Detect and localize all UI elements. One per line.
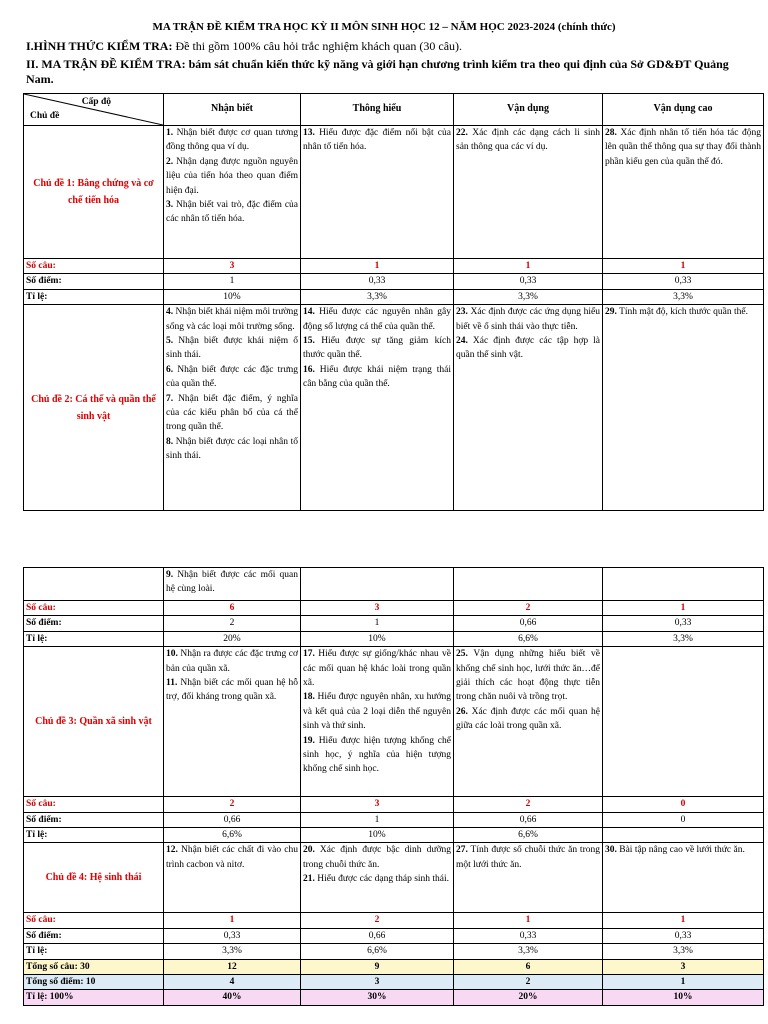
topic-2-nhan-biet bbox=[164, 305, 301, 511]
summary-value: 20% bbox=[454, 990, 603, 1005]
objective-item bbox=[456, 305, 600, 334]
objective-number: 18. bbox=[303, 692, 315, 703]
objective-number: 8. bbox=[166, 436, 174, 447]
empty-cell bbox=[454, 568, 603, 601]
objective-item bbox=[166, 843, 298, 872]
topic-4-row bbox=[24, 843, 764, 913]
objective-text: Hiểu được các dạng tháp sinh thái. bbox=[314, 874, 450, 885]
summary-value: 2 bbox=[454, 601, 603, 616]
summary-value: 3,3% bbox=[454, 289, 603, 304]
summary-value: 1 bbox=[454, 913, 603, 928]
objective-text: Vận dụng những hiểu biết về khống chế sinh học, lưới thức ăn…để giải thích các hoạt động thực tiễn trong chăn nuôi và trồng trọt. bbox=[456, 649, 600, 703]
topic-4-name: Chủ đề 4: Hệ sinh thái bbox=[24, 843, 164, 913]
topic-2-continued-row bbox=[24, 568, 764, 601]
row-label: Số điểm: bbox=[24, 274, 164, 289]
topic-1-row bbox=[24, 126, 764, 259]
row-label: Số điểm: bbox=[24, 928, 164, 943]
summary-value: 6,6% bbox=[301, 944, 454, 959]
objective-text: Nhận biết đặc điểm, ý nghĩa của các kiểu phân bố của cá thể trong quần thể. bbox=[166, 393, 298, 433]
section-1-text: Đề thi gồm 100% câu hỏi trắc nghiệm khách quan (30 câu). bbox=[172, 39, 463, 53]
summary-value: 6 bbox=[164, 601, 301, 616]
section-2-line bbox=[26, 57, 756, 87]
objective-text: Nhận biết các chất đi vào chu trình cacbon và nitơ. bbox=[166, 845, 298, 870]
summary-value: 0,66 bbox=[454, 812, 603, 827]
summary-value: 1 bbox=[164, 274, 301, 289]
topic-3-ti-le-row bbox=[24, 828, 764, 843]
objective-item bbox=[166, 435, 298, 464]
summary-value: 10% bbox=[301, 828, 454, 843]
objective-item bbox=[166, 647, 298, 676]
topic-4-so-diem-row bbox=[24, 928, 764, 943]
objective-text: Hiểu được sự tăng giảm kích thước quần thể. bbox=[303, 336, 451, 361]
objective-text: Xác định được bậc dinh dưỡng trong chuỗi thức ăn. bbox=[303, 845, 451, 870]
topic-2-thong-hieu bbox=[301, 305, 454, 511]
objective-text: Nhận biết được các đặc trưng của quần thể. bbox=[166, 364, 298, 390]
objective-item bbox=[166, 155, 298, 198]
row-label: Số câu: bbox=[24, 601, 164, 616]
summary-value: 1 bbox=[164, 913, 301, 928]
summary-value: 3 bbox=[301, 975, 454, 990]
corner-level-label: Cấp độ bbox=[81, 97, 111, 107]
summary-value: 0,33 bbox=[454, 274, 603, 289]
objective-item bbox=[456, 126, 600, 155]
summary-value: 0,33 bbox=[454, 928, 603, 943]
objective-text: Hiểu được khái niệm trạng thái cân bằng của quần thể. bbox=[303, 364, 451, 390]
summary-value: 2 bbox=[164, 616, 301, 631]
row-label: Tỉ lệ: bbox=[24, 631, 164, 646]
section-2-label: II. MA TRẬN ĐỀ KIỂM TRA: bbox=[26, 57, 186, 71]
objective-text: Xác định nhân tố tiến hóa tác động lên quần thể thông qua sự thay đổi thành phần kiểu gen của quần thể đó. bbox=[605, 128, 761, 167]
objective-number: 4. bbox=[166, 307, 174, 318]
objective-number: 24. bbox=[456, 336, 468, 347]
topic-4-van-dung bbox=[454, 843, 603, 913]
row-label: Tổng số điểm: 10 bbox=[24, 975, 164, 990]
objective-number: 27. bbox=[456, 845, 468, 856]
objective-number: 22. bbox=[456, 128, 468, 138]
matrix-table-part-2 bbox=[23, 567, 764, 1006]
summary-value: 1 bbox=[603, 913, 764, 928]
objective-text: Nhận biết được các loại nhân tố sinh thái. bbox=[166, 436, 298, 462]
objective-text: Nhận biết vai trò, đặc điểm của các nhân tố tiến hóa. bbox=[166, 200, 298, 225]
column-header-van-dung: Vận dụng bbox=[454, 94, 603, 126]
objective-text: Nhận biết được các mối quan hệ cùng loài. bbox=[166, 570, 298, 595]
column-header-nhan-biet: Nhận biết bbox=[164, 94, 301, 126]
objective-item bbox=[303, 690, 451, 733]
topic-2-van-dung-cao bbox=[603, 305, 764, 511]
empty-cell bbox=[603, 568, 764, 601]
row-label: Tỉ lệ: bbox=[24, 828, 164, 843]
objective-number: 13. bbox=[303, 128, 315, 138]
summary-value: 3,3% bbox=[301, 289, 454, 304]
summary-value: 0 bbox=[603, 812, 764, 827]
summary-value: 0,33 bbox=[301, 274, 454, 289]
row-label: Tổng số câu: 30 bbox=[24, 959, 164, 974]
objective-number: 1. bbox=[166, 128, 174, 138]
document-title: MA TRẬN ĐỀ KIỂM TRA HỌC KỲ II MÔN SINH HỌC 12 – NĂM HỌC 2023-2024 (chính thức) bbox=[152, 21, 616, 33]
summary-value: 0,33 bbox=[603, 616, 764, 631]
objective-text: Nhận biết các mối quan hệ hỗ trợ, đối kháng trong quần xã. bbox=[166, 678, 298, 703]
objective-item bbox=[166, 126, 298, 155]
objective-item bbox=[303, 126, 451, 155]
objective-item bbox=[303, 872, 451, 886]
summary-value: 0,66 bbox=[454, 616, 603, 631]
objective-number: 9. bbox=[166, 570, 174, 580]
header-row bbox=[24, 94, 764, 126]
row-label: Tỉ lệ: bbox=[24, 944, 164, 959]
objective-number: 21. bbox=[303, 874, 315, 885]
topic-2-ti-le-row bbox=[24, 631, 764, 646]
summary-value: 2 bbox=[164, 797, 301, 812]
topic-1-ti-le-row bbox=[24, 289, 764, 304]
objective-item bbox=[166, 568, 298, 597]
objective-number: 25. bbox=[456, 649, 468, 660]
topic-1-so-diem-row bbox=[24, 274, 764, 289]
row-label: Số điểm: bbox=[24, 812, 164, 827]
summary-value: 3,3% bbox=[454, 944, 603, 959]
topic-2-name: Chủ đề 2: Cá thể và quần thể sinh vật bbox=[24, 305, 164, 511]
summary-value: 40% bbox=[164, 990, 301, 1005]
summary-value: 30% bbox=[301, 990, 454, 1005]
topic-4-ti-le-row bbox=[24, 944, 764, 959]
objective-item bbox=[303, 734, 451, 777]
row-label: Tỉ lệ: 100% bbox=[24, 990, 164, 1005]
topic-1-so-cau-row bbox=[24, 259, 764, 274]
topic-1-van-dung-cao bbox=[603, 126, 764, 259]
objective-text: Bài tập nâng cao về lưới thức ăn. bbox=[616, 845, 745, 856]
objective-text: Nhận dạng được nguồn nguyên liệu của tiến hóa theo quan điểm hiện đại. bbox=[166, 156, 298, 196]
objective-number: 5. bbox=[166, 336, 174, 347]
topic-4-thong-hieu bbox=[301, 843, 454, 913]
summary-value: 4 bbox=[164, 975, 301, 990]
topic-2-so-cau-row bbox=[24, 601, 764, 616]
objective-item bbox=[166, 334, 298, 363]
objective-item bbox=[166, 198, 298, 227]
column-header-van-dung-cao: Vận dụng cao bbox=[603, 94, 764, 126]
topic-3-van-dung bbox=[454, 647, 603, 797]
objective-text: Tính được số chuỗi thức ăn trong một lưới thức ăn. bbox=[456, 845, 600, 870]
objective-item bbox=[166, 392, 298, 435]
objective-item bbox=[303, 363, 451, 392]
summary-value: 3,3% bbox=[603, 944, 764, 959]
topic-3-so-diem-row bbox=[24, 812, 764, 827]
summary-value: 1 bbox=[454, 259, 603, 274]
objective-item bbox=[605, 126, 761, 169]
empty-cell bbox=[301, 568, 454, 601]
objective-text: Hiểu được đặc điểm nổi bật của nhân tố tiến hóa. bbox=[303, 128, 451, 153]
summary-value: 3,3% bbox=[603, 631, 764, 646]
corner-header-cell bbox=[24, 94, 164, 126]
summary-value: 0,33 bbox=[164, 928, 301, 943]
summary-value: 10% bbox=[603, 990, 764, 1005]
topic-3-name: Chủ đề 3: Quần xã sinh vật bbox=[24, 647, 164, 797]
summary-value: 3 bbox=[164, 259, 301, 274]
objective-number: 10. bbox=[166, 649, 178, 660]
topic-4-so-cau-row bbox=[24, 913, 764, 928]
summary-value: 9 bbox=[301, 959, 454, 974]
objective-text: Nhận biết được khái niệm ổ sinh thái. bbox=[166, 336, 298, 361]
objective-number: 29. bbox=[605, 307, 617, 318]
summary-value: 6,6% bbox=[454, 631, 603, 646]
objective-number: 3. bbox=[166, 200, 174, 211]
matrix-table-part-1 bbox=[23, 93, 764, 511]
objective-number: 7. bbox=[166, 393, 174, 404]
objective-text: Tính mật độ, kích thước quần thể. bbox=[616, 307, 748, 318]
objective-number: 2. bbox=[166, 156, 174, 167]
summary-value: 1 bbox=[301, 616, 454, 631]
summary-value bbox=[603, 828, 764, 843]
objective-item bbox=[303, 843, 451, 872]
objective-number: 23. bbox=[456, 307, 468, 318]
summary-value: 0,66 bbox=[301, 928, 454, 943]
summary-value: 0 bbox=[603, 797, 764, 812]
objective-number: 26. bbox=[456, 706, 468, 717]
summary-value: 6 bbox=[454, 959, 603, 974]
objective-text: Xác định các dạng cách li sinh sản thông qua các ví dụ. bbox=[456, 128, 600, 153]
objective-text: Hiểu được nguyên nhân, xu hướng và kết quả của 2 loại diễn thế nguyên sinh và thứ sinh. bbox=[303, 692, 451, 732]
topic-4-nhan-biet bbox=[164, 843, 301, 913]
topic-1-thong-hieu bbox=[301, 126, 454, 259]
summary-value: 3 bbox=[301, 601, 454, 616]
topic-3-so-cau-row bbox=[24, 797, 764, 812]
objective-number: 12. bbox=[166, 845, 178, 856]
summary-value: 0,33 bbox=[603, 928, 764, 943]
topic-1-nhan-biet bbox=[164, 126, 301, 259]
row-label: Số câu: bbox=[24, 797, 164, 812]
objective-item bbox=[456, 647, 600, 705]
row-label: Số câu: bbox=[24, 913, 164, 928]
summary-value: 1 bbox=[603, 259, 764, 274]
summary-value: 10% bbox=[301, 631, 454, 646]
section-1-line bbox=[26, 39, 756, 54]
section-2-text: bám sát chuẩn kiến thức kỹ năng và giới hạn chương trình kiểm tra theo qui định của Sở GD&ĐT Quảng Nam. bbox=[26, 57, 729, 86]
objective-item bbox=[166, 305, 298, 334]
summary-value: 3,3% bbox=[603, 289, 764, 304]
summary-value: 0,66 bbox=[164, 812, 301, 827]
summary-value: 1 bbox=[603, 975, 764, 990]
topic-3-van-dung-cao bbox=[603, 647, 764, 797]
corner-topic-label: Chủ đề bbox=[30, 110, 60, 121]
topic-1-van-dung bbox=[454, 126, 603, 259]
topic-3-thong-hieu bbox=[301, 647, 454, 797]
objective-item bbox=[303, 334, 451, 363]
objective-text: Nhận biết khái niệm môi trường sống và các loại môi trường sống. bbox=[166, 307, 298, 332]
objective-item bbox=[166, 363, 298, 392]
summary-value: 10% bbox=[164, 289, 301, 304]
objective-number: 6. bbox=[166, 364, 174, 375]
topic-2-so-diem-row bbox=[24, 616, 764, 631]
summary-value: 2 bbox=[301, 913, 454, 928]
objective-item bbox=[456, 705, 600, 734]
objective-text: Hiểu được sự giống/khác nhau về các mối quan hệ khác loài trong quần xã. bbox=[303, 649, 451, 689]
summary-value: 2 bbox=[454, 797, 603, 812]
objective-number: 19. bbox=[303, 735, 315, 746]
summary-value: 1 bbox=[603, 601, 764, 616]
objective-text: Xác định được các mối quan hệ giữa các loài trong quần xã. bbox=[456, 706, 600, 732]
objective-number: 17. bbox=[303, 649, 315, 660]
objective-item bbox=[303, 647, 451, 690]
topic-2-nhan-biet-continued bbox=[164, 568, 301, 601]
summary-value: 6,6% bbox=[164, 828, 301, 843]
summary-value: 1 bbox=[301, 259, 454, 274]
objective-number: 20. bbox=[303, 845, 315, 856]
topic-2-van-dung bbox=[454, 305, 603, 511]
objective-item bbox=[605, 843, 761, 857]
summary-value: 6,6% bbox=[454, 828, 603, 843]
objective-number: 28. bbox=[605, 128, 617, 138]
summary-value: 3 bbox=[603, 959, 764, 974]
row-label: Tỉ lệ: bbox=[24, 289, 164, 304]
topic-1-name: Chủ đề 1: Bằng chứng và cơ chế tiến hóa bbox=[24, 126, 164, 259]
summary-value: 12 bbox=[164, 959, 301, 974]
objective-text: Xác định được các tập hợp là quần thể sinh vật. bbox=[456, 336, 600, 361]
objective-text: Nhận ra được các đặc trưng cơ bản của quần xã. bbox=[166, 649, 298, 674]
objective-item bbox=[605, 305, 761, 319]
objective-text: Hiểu được các nguyên nhân gây động số lượng cá thể của quần thể. bbox=[303, 307, 451, 332]
objective-number: 14. bbox=[303, 307, 315, 318]
summary-value: 0,33 bbox=[603, 274, 764, 289]
objective-item bbox=[166, 676, 298, 705]
objective-item bbox=[456, 843, 600, 872]
topic-2-row bbox=[24, 305, 764, 511]
objective-text: Nhận biết được cơ quan tương đồng thông qua ví dụ. bbox=[166, 128, 298, 153]
objective-number: 11. bbox=[166, 678, 178, 689]
total-questions-row bbox=[24, 959, 764, 974]
topic-4-van-dung-cao bbox=[603, 843, 764, 913]
row-label: Số câu: bbox=[24, 259, 164, 274]
topic-3-nhan-biet bbox=[164, 647, 301, 797]
summary-value: 2 bbox=[454, 975, 603, 990]
row-label: Số điểm: bbox=[24, 616, 164, 631]
summary-value: 20% bbox=[164, 631, 301, 646]
topic-2-continued-name bbox=[24, 568, 164, 601]
objective-item bbox=[456, 334, 600, 363]
total-points-row bbox=[24, 975, 764, 990]
topic-3-row bbox=[24, 647, 764, 797]
objective-number: 30. bbox=[605, 845, 617, 856]
summary-value: 1 bbox=[301, 812, 454, 827]
objective-text: Hiểu được hiện tượng khống chế sinh học, ý nghĩa của hiện tượng khống chế sinh học. bbox=[303, 735, 451, 775]
column-header-thong-hieu: Thông hiểu bbox=[301, 94, 454, 126]
section-1-label: I.HÌNH THỨC KIỂM TRA: bbox=[26, 39, 173, 53]
objective-number: 15. bbox=[303, 336, 315, 347]
total-ratio-row bbox=[24, 990, 764, 1005]
objective-item bbox=[303, 305, 451, 334]
summary-value: 3,3% bbox=[164, 944, 301, 959]
objective-number: 16. bbox=[303, 364, 315, 375]
objective-text: Xác định được các ứng dụng hiểu biết về ổ sinh thái vào thực tiễn. bbox=[456, 307, 600, 332]
summary-value: 3 bbox=[301, 797, 454, 812]
